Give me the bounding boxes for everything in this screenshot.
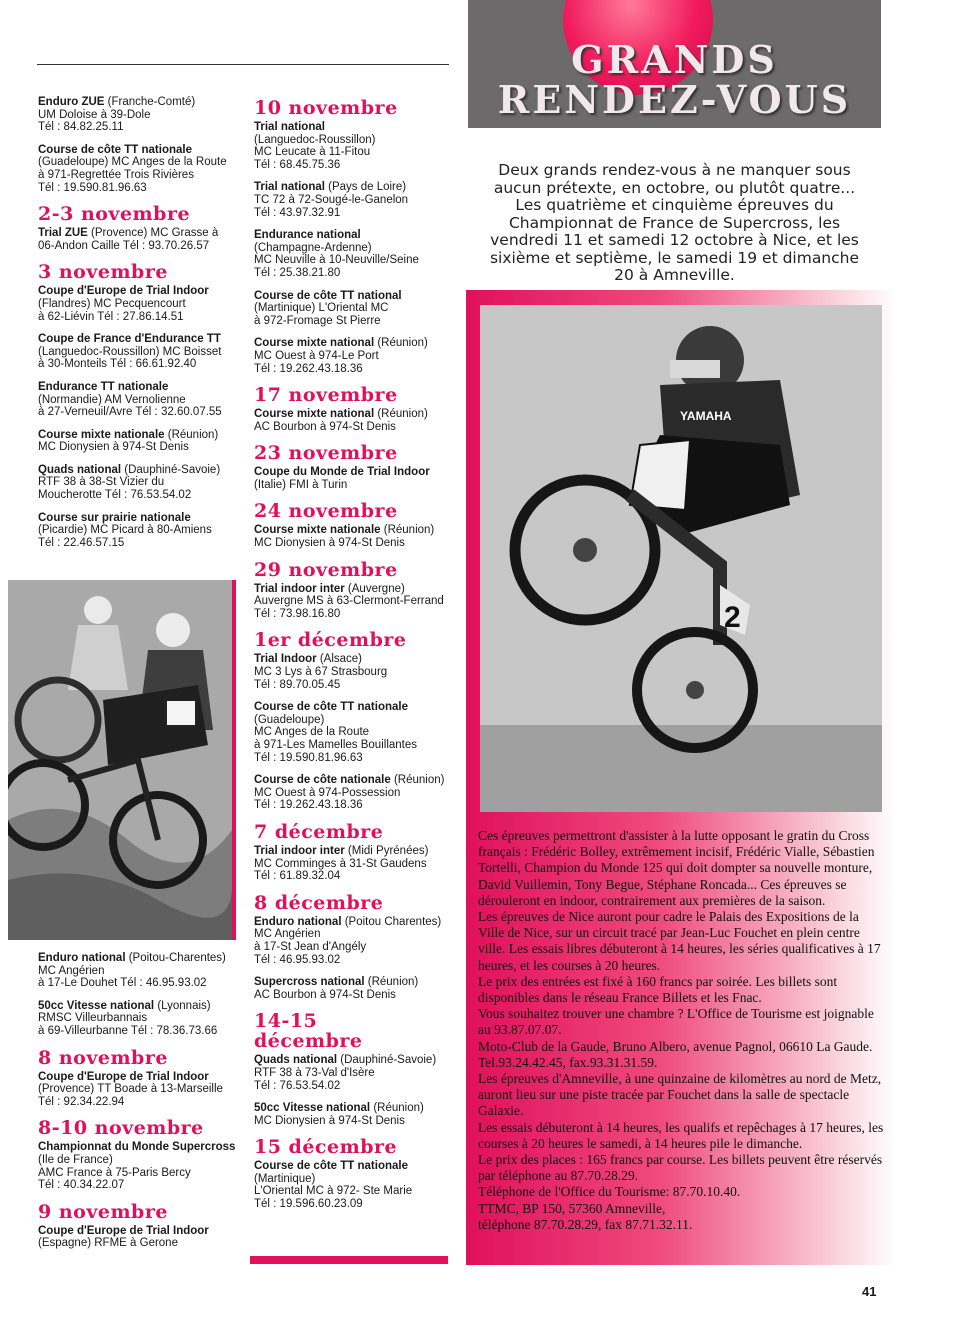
event-title: Coupe de France d'Endurance TT — [38, 333, 221, 346]
article-paragraph: Le prix des entrées est fixé à 160 francs par soirée. Les billets sont disponibles dans le réseau France Billets et les Fnac. — [478, 973, 838, 1006]
event-entry — [38, 464, 238, 502]
event-entry — [254, 1054, 459, 1092]
event-entry — [38, 1071, 238, 1109]
date-heading: 29 novembre — [254, 558, 398, 581]
event-entry — [38, 96, 238, 134]
red-footer-bar — [250, 1256, 448, 1264]
event-title: Quads national — [38, 463, 122, 476]
article-paragraph: Ces épreuves permettront d'assister à la lutte opposant le gratin du Cross français : Frédéric Bolley, extrêmement incisif, Frédéric Vialle, Sébastien Tortelli, Champion du Monde 125 qui doit dompter sa nouvelle monture, David Vuillemin, Tony Begue, Stéphane Roncada... Ces épreuves se dérouleront en indoor, contrairement aux premières de la saison. — [478, 828, 875, 908]
event-title: Quads national — [254, 1054, 338, 1067]
article-paragraph: Les essais débuteront à 14 heures, les qualifs et repêchages à 17 heures, les courses à 20 heures le samedi, à 14 heures pile le dimanche. — [478, 1119, 884, 1151]
page-number: 41 — [862, 1284, 877, 1299]
event-title: Endurance TT nationale — [38, 380, 169, 393]
event-details: (Provence) TT Boade à 13-Marseille Tél : 92.34.22.94 — [38, 1083, 223, 1108]
event-details: (Réunion) MC Dionysien à 974-St Denis — [254, 1102, 424, 1127]
event-entry — [38, 227, 238, 252]
event-title: Course mixte nationale — [254, 524, 381, 537]
event-title: 50cc Vitesse national — [254, 1102, 371, 1115]
event-title: 50cc Vitesse national — [38, 999, 155, 1012]
date-heading: 15 décembre — [254, 1136, 398, 1159]
event-details: (Poitou Charentes) MC Angérien à 17-St Jean d'Angély Tél : 46.95.93.02 — [254, 915, 442, 966]
pink-accent-strip — [232, 580, 236, 940]
event-entry — [254, 290, 459, 328]
date-heading: 24 novembre — [254, 500, 398, 523]
event-title: Enduro national — [38, 952, 126, 964]
article-paragraph: téléphone 87.70.28.29, fax 87.71.32.11. — [478, 1216, 693, 1232]
event-details: (Réunion) MC Ouest à 974-Possession Tél : 19.262.43.18.36 — [254, 774, 445, 812]
article-paragraph: Les épreuves d'Amneville, à une quinzaine de kilomètres au nord de Metz, auront lieu sur une piste tracée par Fouchet dans la salle de spectacle Galaxie. — [478, 1071, 882, 1119]
event-title: Coupe d'Europe de Trial Indoor — [38, 1224, 209, 1237]
event-title: Coupe du Monde de Trial Indoor — [254, 466, 430, 479]
rider-brand-label: YAMAHA — [680, 409, 732, 423]
event-details: (Pays de Loire) TC 72 à 72-Sougé-le-Ganelon Tél : 43.97.32.91 — [254, 181, 409, 219]
event-entry — [254, 583, 459, 621]
event-entry — [254, 181, 459, 219]
date-heading: 9 novembre — [38, 1200, 168, 1223]
event-entry — [38, 952, 238, 990]
event-details: (Provence) MC Grasse à 06-Andon Caille Tél : 93.70.26.57 — [38, 227, 219, 252]
date-heading: 17 novembre — [254, 384, 398, 407]
date-heading: 3 novembre — [38, 261, 168, 284]
event-details: (Dauphiné-Savoie) RTF 38 à 38-St Vizier du Moucherotte Tél : 76.53.54.02 — [38, 463, 221, 502]
event-details: (Alsace) MC 3 Lys à 67 Strasbourg Tél : 89.70.05.45 — [254, 653, 388, 691]
article-paragraph: Le prix des places : 165 francs par course. Les billets peuvent être réservés par téléphone au 87.70.28.29. — [478, 1152, 883, 1184]
event-entry — [38, 512, 238, 550]
event-title: Course de côte TT nationale — [38, 143, 192, 156]
event-details: (Dauphiné-Savoie) RTF 38 à 73-Val d'Isère Tél : 76.53.54.02 — [254, 1054, 437, 1092]
event-title: Supercross national — [254, 976, 365, 989]
event-entry — [254, 701, 459, 764]
event-details: (Martinique) L'Oriental MC à 972- Ste Marie Tél : 19.596.60.23.09 — [254, 1172, 413, 1211]
event-entry — [254, 845, 459, 883]
event-details: (Martinique) L'Oriental MC à 972-Fromage St Pierre — [254, 302, 389, 327]
event-entry — [254, 976, 459, 1001]
event-title: Championnat du Monde Supercross — [38, 1141, 236, 1154]
event-title: Trial Indoor — [254, 653, 317, 666]
calendar-column-1 — [38, 96, 238, 559]
event-title: Coupe d'Europe de Trial Indoor — [38, 1070, 209, 1083]
event-details: (Réunion) MC Dionysien à 974-St Denis — [38, 428, 219, 454]
event-details: (Languedoc-Roussillon) MC Leucate à 11-Fitou Tél : 68.45.75.36 — [254, 133, 376, 171]
riders-photo — [8, 580, 232, 940]
event-entry — [254, 121, 459, 171]
rider-number: 2 — [724, 601, 741, 634]
event-entry — [38, 429, 238, 454]
event-title: Enduro national — [254, 915, 342, 928]
date-heading: 10 novembre — [254, 97, 398, 119]
event-details: (Lyonnais) RMSC Villeurbannais à 69-Villeurbanne Tél : 78.36.73.66 — [38, 999, 218, 1037]
date-heading: 23 novembre — [254, 442, 398, 465]
event-entry — [254, 408, 459, 433]
event-title: Course de côte TT national — [254, 289, 402, 302]
event-entry — [38, 144, 238, 194]
article-paragraph: TTMC, BP 150, 57360 Amneville, — [478, 1200, 666, 1216]
event-details: (Languedoc-Roussillon) MC Boisset à 30-Monteils Tél : 66.61.92.40 — [38, 345, 222, 371]
event-entry — [254, 1102, 459, 1127]
event-details: (Ile de France) AMC France à 75-Paris Bercy Tél : 40.34.22.07 — [38, 1153, 191, 1192]
date-heading: 1er décembre — [254, 629, 407, 652]
event-title: Course mixte national — [254, 408, 375, 421]
top-rule — [37, 64, 449, 65]
article-paragraph: Téléphone de l'Office du Tourisme: 87.70.10.40. — [478, 1184, 741, 1200]
event-entry — [254, 916, 459, 966]
event-title: Coupe d'Europe de Trial Indoor — [38, 285, 209, 298]
article-body — [478, 828, 888, 1233]
event-details: (Réunion) MC Dionysien à 974-St Denis — [254, 524, 435, 550]
date-heading: 7 décembre — [254, 820, 384, 843]
article-paragraph: Vous souhaitez trouver une chambre ? L'Office de Tourisme est joignable au 93.87.07.07. — [478, 1006, 874, 1038]
event-entry — [38, 285, 238, 323]
event-entry — [254, 524, 459, 549]
intro-text: Deux grands rendez-vous à ne manquer sous aucun prétexte, en octobre, ou plutôt quatre... Les quatrième et cinquième épreuves du Championnat de France de Supercross, les vendredi 11 et samedi 12 octobre à Nice, et les sixième et septième, le samedi 19 et dimanche 20 à Amneville. — [489, 161, 860, 284]
date-heading: 14-15 décembre — [254, 1010, 363, 1053]
event-details: (Flandres) MC Pecquencourt à 62-Liévin Tél : 27.86.14.51 — [38, 297, 186, 323]
article-paragraph: Moto-Club de la Gaude, Bruno Albero, avenue Pagnol, 06610 La Gaude. Tel.93.24.42.45, fax.93.31.31.59. — [478, 1038, 873, 1070]
event-details: (Réunion) MC Ouest à 974-Le Port Tél : 19.262.43.18.36 — [254, 337, 428, 375]
event-details: (Guadeloupe) MC Anges de la Route à 971-Regrettée Trois Rivières Tél : 19.590.81.96.63 — [38, 156, 227, 194]
event-details: (Franche-Comté) UM Doloise à 39-Dole Tél : 84.82.25.11 — [38, 96, 196, 134]
event-title: Course sur prairie nationale — [38, 511, 191, 524]
date-heading: 2-3 novembre — [38, 203, 191, 226]
event-details: (Champagne-Ardenne) MC Neuville à 10-Neuville/Seine Tél : 25.38.21.80 — [254, 241, 419, 279]
event-title: Enduro ZUE — [38, 96, 105, 108]
date-heading: 8 décembre — [254, 891, 384, 914]
supercross-rider-photo — [480, 305, 882, 812]
event-title: Trial national — [254, 181, 325, 194]
event-entry — [254, 1160, 459, 1210]
date-heading: 8-10 novembre — [38, 1117, 204, 1140]
event-details: (Midi Pyrénées) MC Comminges à 31-St Gaudens Tél : 61.89.32.04 — [254, 844, 429, 883]
event-details: (Réunion) AC Bourbon à 974-St Denis — [254, 408, 428, 433]
event-entry — [254, 466, 459, 491]
event-details: (Normandie) AM Vernolienne à 27-Verneuil/Avre Tél : 32.60.07.55 — [38, 393, 222, 419]
event-title: Endurance national — [254, 229, 361, 242]
event-title: Course mixte national — [254, 337, 375, 350]
event-entry — [254, 337, 459, 375]
event-title: Trial indoor inter — [254, 582, 345, 595]
event-entry — [38, 1225, 238, 1250]
event-entry — [254, 653, 459, 691]
event-title: Trial national — [254, 121, 325, 133]
event-details: (Auvergne) Auvergne MS à 63-Clermont-Ferrand Tél : 73.98.16.80 — [254, 582, 444, 620]
event-details: (Italie) FMI à Turin — [254, 478, 348, 491]
calendar-column-1-lower — [38, 952, 238, 1260]
event-title: Course de côte TT nationale — [254, 701, 408, 714]
event-details: (Guadeloupe) MC Anges de la Route à 971-Les Mamelles Bouillantes Tél : 19.590.81.96.63 — [254, 713, 418, 764]
title-line-2: RENDEZ-VOUS — [497, 77, 852, 122]
event-title: Course de côte TT nationale — [254, 1160, 408, 1173]
event-entry — [254, 229, 459, 279]
event-title: Course de côte nationale — [254, 774, 391, 787]
event-entry — [38, 381, 238, 419]
event-details: (Réunion) AC Bourbon à 974-St Denis — [254, 976, 419, 1001]
event-entry — [254, 774, 459, 812]
event-entry — [38, 1000, 238, 1038]
event-title: Course mixte nationale — [38, 428, 165, 441]
event-details: (Espagne) RFME à Gerone — [38, 1237, 178, 1250]
event-title: Trial indoor inter — [254, 844, 345, 857]
event-entry — [38, 1141, 238, 1191]
event-title: Trial ZUE — [38, 227, 88, 240]
event-details: (Poitou-Charentes) MC Angérien à 17-Le Douhet Tél : 46.95.93.02 — [38, 952, 226, 990]
event-details: (Picardie) MC Picard à 80-Amiens Tél : 22.46.57.15 — [38, 524, 212, 549]
page-title — [468, 37, 881, 122]
article-paragraph: Les épreuves de Nice auront pour cadre le Palais des Expositions de la Ville de Nice, sur un circuit tracé par Jean-Luc Fouchet en plein centre ville. Les essais libres débuteront à 14 heures, les séries qualificatives à 17 heures, et les courses à 20 heures. — [478, 909, 881, 973]
date-heading: 8 novembre — [38, 1046, 168, 1069]
title-line-1: GRANDS — [571, 37, 778, 82]
calendar-column-2 — [254, 92, 459, 1221]
event-entry — [38, 333, 238, 371]
